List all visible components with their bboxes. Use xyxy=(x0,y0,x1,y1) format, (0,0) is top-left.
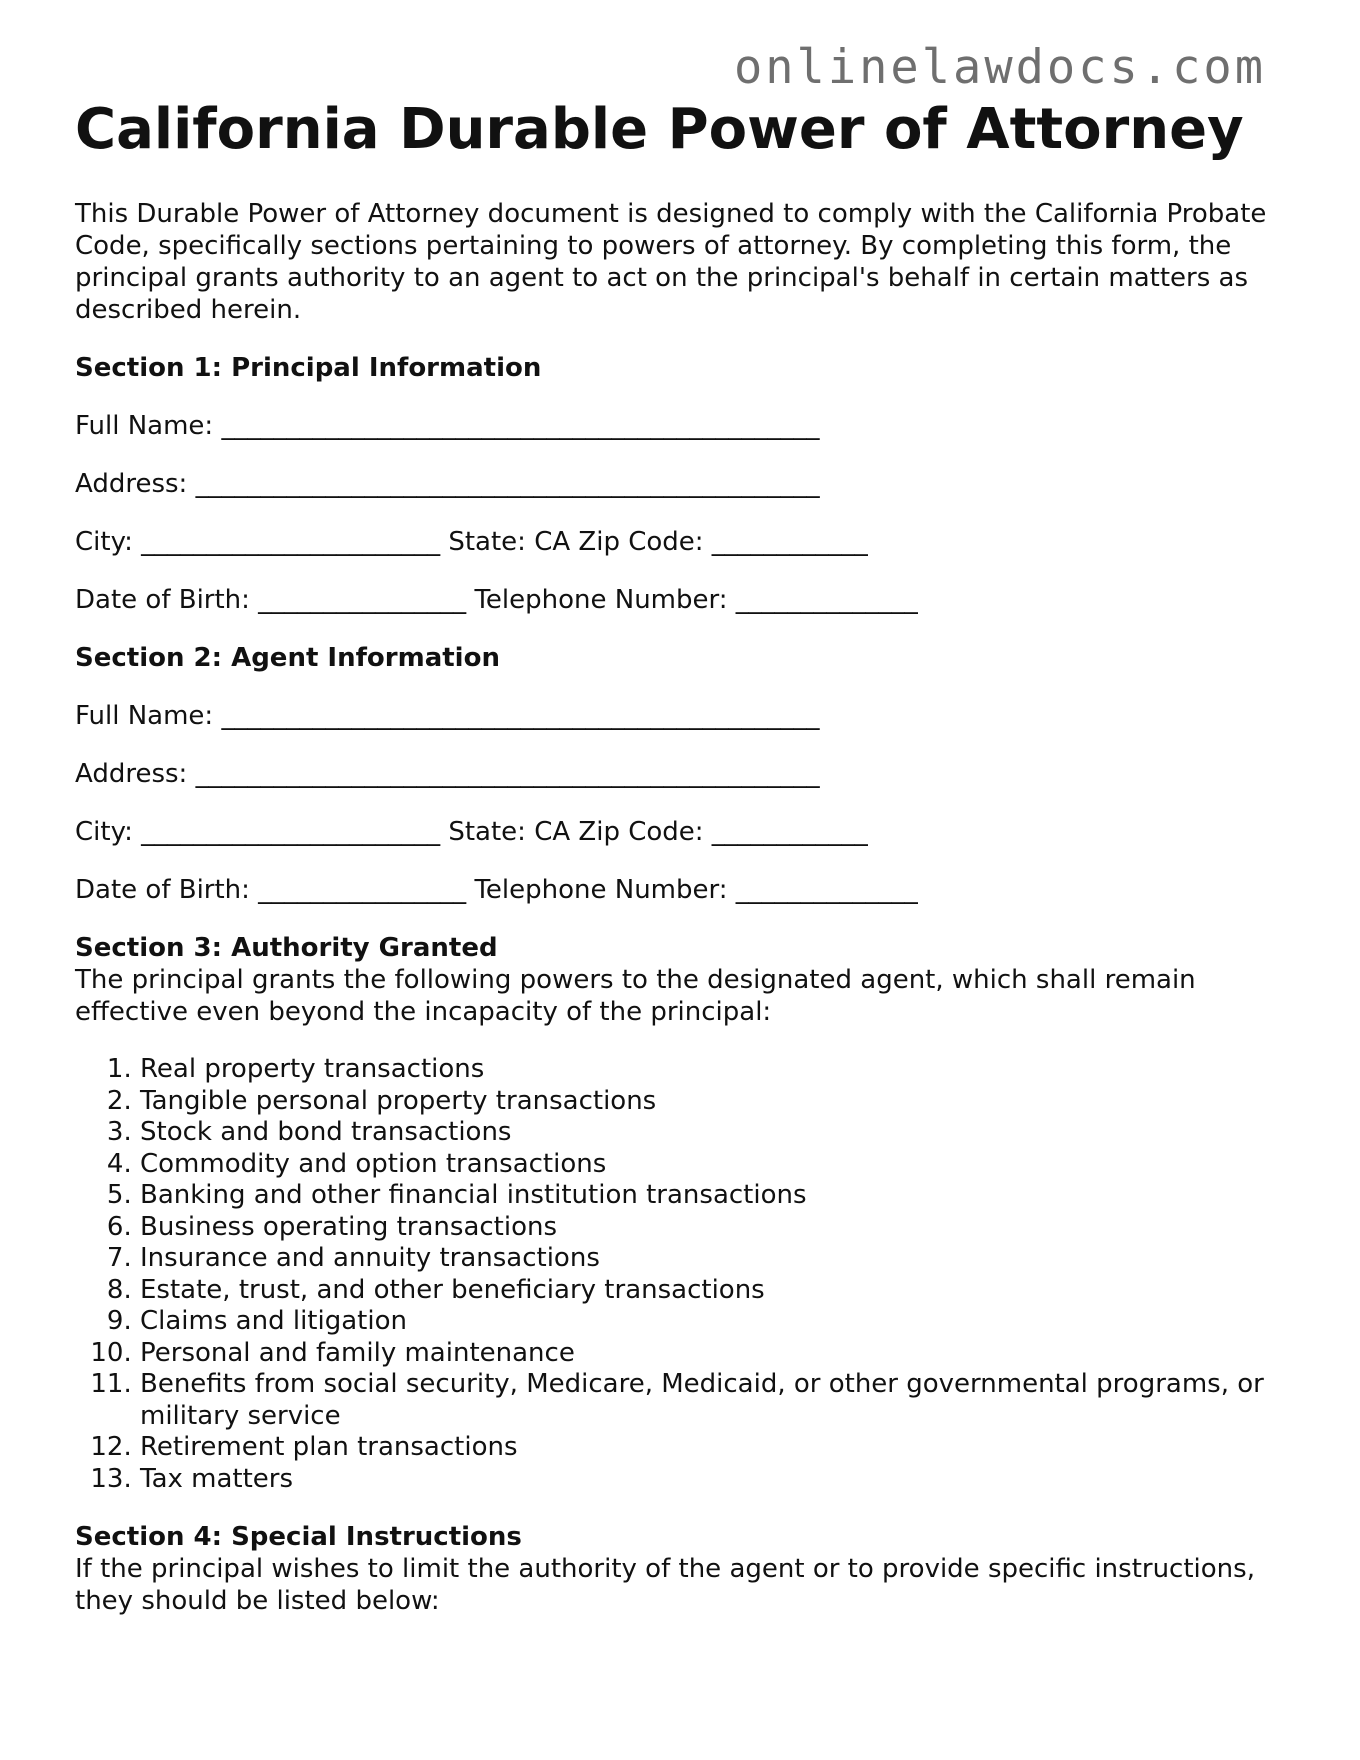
special-instructions-text: If the principal wishes to limit the authority of the agent or to provide specific instructions, they should be listed below: xyxy=(75,1554,1255,1616)
principal-address-field[interactable]: Address: ________________________________________________ xyxy=(75,469,820,499)
section-3-heading: Section 3: Authority Granted xyxy=(75,933,498,963)
principal-dob-phone-field[interactable]: Date of Birth: ________________ Telephone Number: ______________ xyxy=(75,585,918,615)
agent-dob-phone-field[interactable]: Date of Birth: ________________ Telephone Number: ______________ xyxy=(75,875,918,905)
power-item: 6. Business operating transactions xyxy=(140,1212,1275,1244)
agent-address-field[interactable]: Address: ________________________________________________ xyxy=(75,759,820,789)
power-item: 10. Personal and family maintenance xyxy=(140,1338,1275,1370)
document-title: California Durable Power of Attorney xyxy=(75,97,1244,162)
power-item: 2. Tangible personal property transactions xyxy=(140,1086,1275,1118)
section-4-heading: Section 4: Special Instructions xyxy=(75,1522,522,1552)
power-item: 11. Benefits from social security, Medicare, Medicaid, or other governmental programs, or military service xyxy=(140,1369,1275,1432)
power-item: 8. Estate, trust, and other beneficiary transactions xyxy=(140,1275,1275,1307)
section-2-heading: Section 2: Agent Information xyxy=(75,643,500,673)
power-item: 5. Banking and other financial institution transactions xyxy=(140,1180,1275,1212)
authority-granted-text: The principal grants the following powers to the designated agent, which shall remain effective even beyond the incapacity of the principal: xyxy=(75,965,1196,1027)
principal-full-name-field[interactable]: Full Name: ______________________________________________ xyxy=(75,411,820,441)
power-item: 13. Tax matters xyxy=(140,1464,1275,1496)
power-item: 9. Claims and litigation xyxy=(140,1306,1275,1338)
intro-paragraph: This Durable Power of Attorney document is designed to comply with the California Probate Code, specifically sections pertaining to powers of attorney. By completing this form, the principal grants authority to an agent to act on the principal's behalf in certain matters as described herein. xyxy=(75,199,1267,325)
power-item: 12. Retirement plan transactions xyxy=(140,1432,1275,1464)
power-item: 3. Stock and bond transactions xyxy=(140,1117,1275,1149)
powers-list xyxy=(75,1054,1275,1495)
agent-city-state-zip-field[interactable]: City: _______________________ State: CA Zip Code: ____________ xyxy=(75,817,868,847)
site-watermark: onlinelawdocs.com xyxy=(733,40,1266,95)
power-item: 7. Insurance and annuity transactions xyxy=(140,1243,1275,1275)
power-item: 4. Commodity and option transactions xyxy=(140,1149,1275,1181)
section-1-heading: Section 1: Principal Information xyxy=(75,353,542,383)
document-page xyxy=(75,96,1275,1617)
agent-full-name-field[interactable]: Full Name: ______________________________________________ xyxy=(75,701,820,731)
power-item: 1. Real property transactions xyxy=(140,1054,1275,1086)
principal-city-state-zip-field[interactable]: City: _______________________ State: CA Zip Code: ____________ xyxy=(75,527,868,557)
